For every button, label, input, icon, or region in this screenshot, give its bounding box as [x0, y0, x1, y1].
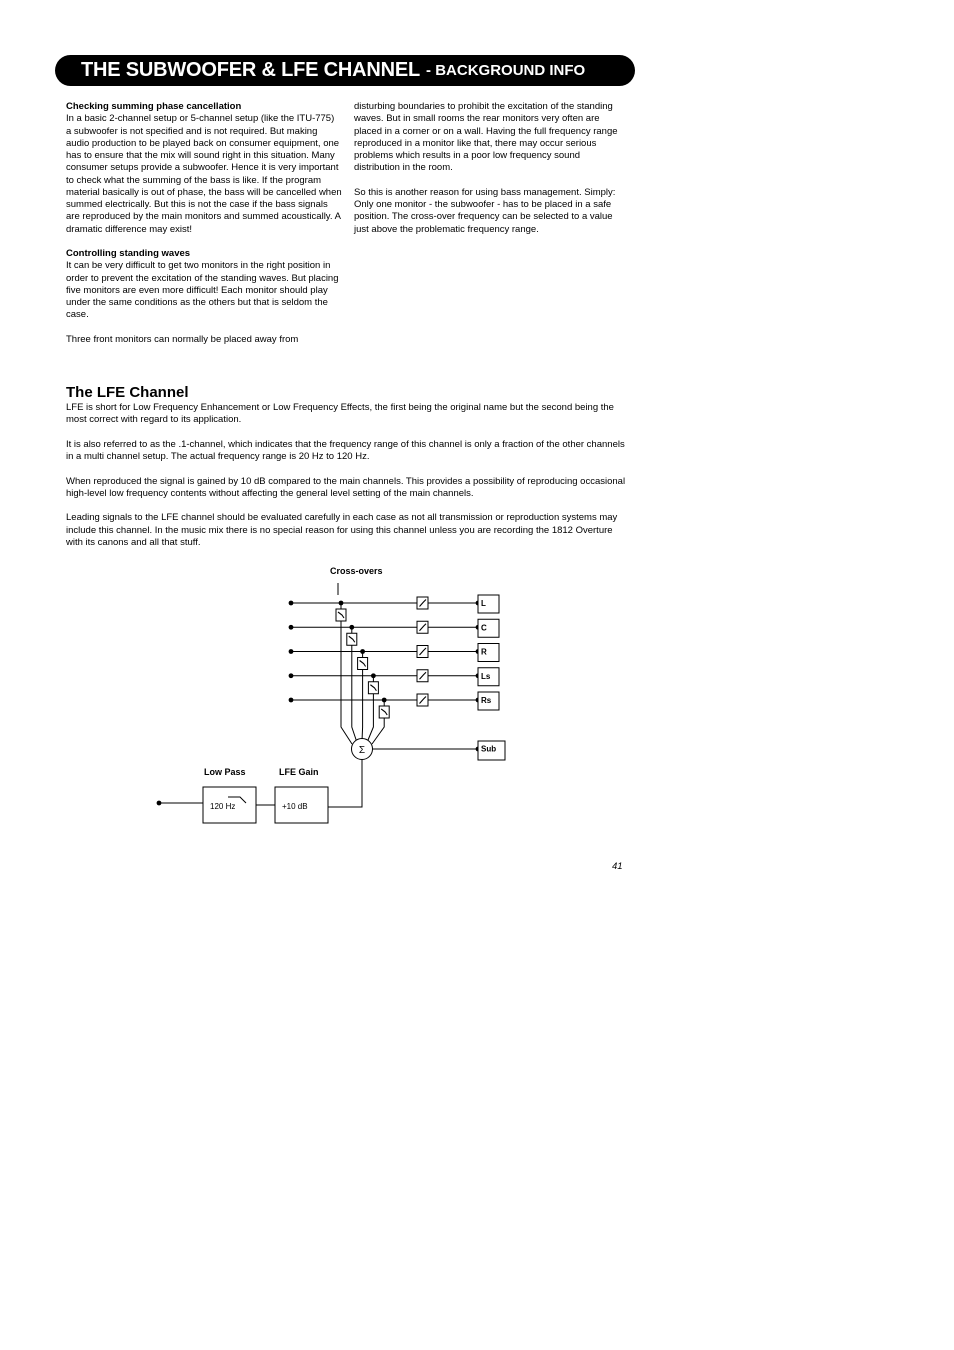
lowpass-filter-ls: [368, 682, 378, 694]
page-number: 41: [612, 861, 623, 872]
lfe-gain-value: +10 dB: [282, 802, 308, 811]
lowpass-filter-c: [347, 633, 357, 645]
crossover-taps: [336, 603, 389, 744]
lfe-heading: The LFE Channel: [66, 384, 189, 401]
right-paragraph-2: So this is another reason for using bass management. Simply: Only one monitor - the subwoofer - has to be placed in a safe position. The cross-over frequency can be selected to a value just above the problematic frequency range.: [354, 186, 616, 235]
lfe-paragraph-3: When reproduced the signal is gained by 10 dB compared to the main channels. This provides a possibility of reproducing occasional high-level low frequency contents without affecting the general level setting of the main channels.: [66, 475, 626, 499]
low-pass-label: Low Pass: [204, 767, 246, 777]
page-title: THE SUBWOOFER & LFE CHANNEL: [81, 59, 421, 81]
sum-symbol: Σ: [358, 745, 366, 756]
standing-body: It can be very difficult to get two monitors in the right position in order to prevent the excitation of the standing waves. But placing five monitors are even more difficult! Each monitor should play under the same conditions as the others but that is seldom the case.: [66, 260, 339, 321]
low-pass-value: 120 Hz: [210, 802, 236, 811]
summing-heading: Checking summing phase cancellation: [66, 101, 242, 112]
output-label-r: R: [481, 647, 487, 657]
lowpass-filter-l: [336, 609, 346, 621]
output-label-rs: Rs: [481, 696, 492, 705]
lfe-gain-label: LFE Gain: [279, 767, 319, 777]
standing-body-continued: Three front monitors can normally be placed away from: [66, 333, 299, 345]
sum-feed-c: [352, 645, 357, 742]
output-label-ls: Ls: [481, 671, 491, 681]
lowpass-filter-rs: [379, 706, 389, 718]
lowpass-filter-r: [358, 658, 368, 670]
output-label-l: L: [481, 599, 486, 608]
sum-feed-ls: [367, 694, 373, 743]
output-label-c: C: [481, 623, 487, 633]
gain-to-sum-line: [328, 760, 362, 808]
lfe-paragraph-1: LFE is short for Low Frequency Enhancement or Low Frequency Effects, the first being the original name but the second being the most correct with regard to its application.: [66, 402, 614, 426]
sub-output-label: Sub: [481, 744, 497, 754]
sum-feed-r: [362, 670, 363, 742]
page-subtitle: - BACKGROUND INFO: [426, 62, 586, 79]
lfe-paragraph-4: Leading signals to the LFE channel should be evaluated carefully in each case as not all transmission or reproduction systems may include this channel. In the music mix there is no special reason for using this channel unless you are recording the 1812 Overture with its canons and all that stuff.: [66, 512, 618, 548]
right-paragraph-1: disturbing boundaries to prohibit the excitation of the standing waves. But in small rooms the rear monitors very often are placed in a corner or on a wall. Having the full frequency range reproduced in a monitor like that, there may occur serious problems which results in a poor low frequency sound distribution in the room.: [354, 101, 618, 174]
standing-heading: Controlling standing waves: [66, 248, 191, 259]
summing-body: In a basic 2-channel setup or 5-channel setup (like the ITU-775) a subwoofer is not specified and is not required. But making audio production to be played back on consumer equipment, one has to ensure that the mix will sound right in this situation. Many consumer setups provide a subwoofer. Hence it is very important to check what the summing of the bass is like. If the program material basically is out of phase, the bass will be cancelled when summed electrically. But this is not the case if the bass signals are reproduced by the main monitors and summed acoustically. A dramatic difference may exist!: [66, 113, 342, 235]
channel-lines: [289, 595, 499, 710]
crossovers-label: Cross-overs: [330, 566, 383, 576]
lfe-paragraph-2: It is also referred to as the .1-channel, which indicates that the frequency range of this channel is only a fraction of the other channels in a multi channel setup. The actual frequency range is 20 Hz to 120 Hz.: [66, 438, 625, 462]
